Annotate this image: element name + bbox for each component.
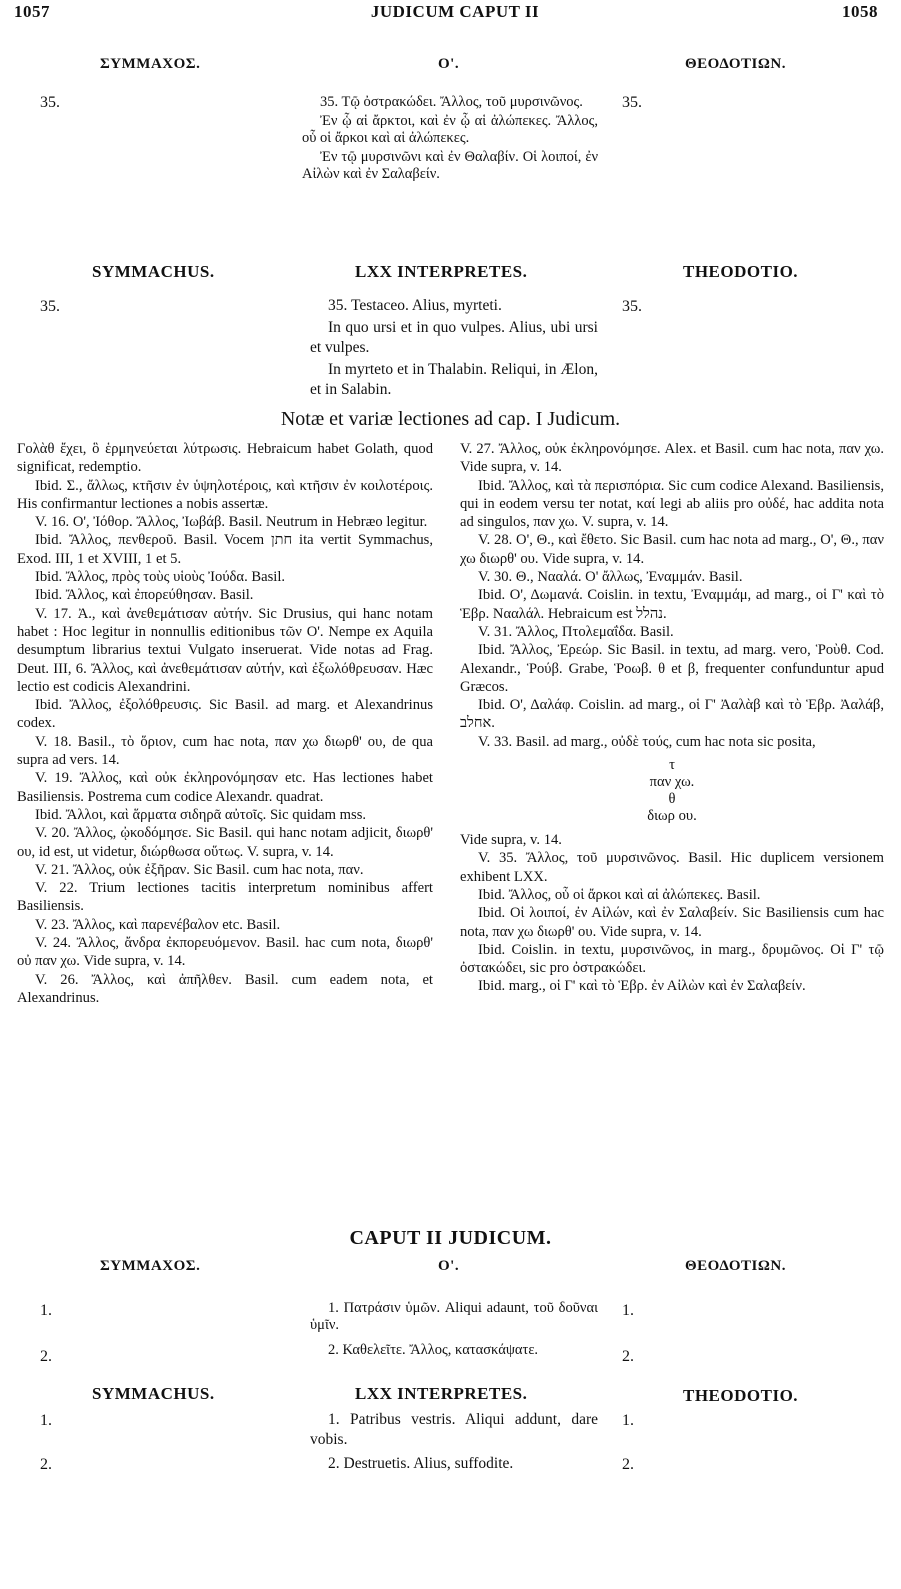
verse-num-left: 2. [40,1348,52,1365]
sigla-line: διωρ ου. [647,808,697,825]
verse-num-left: 35. [40,94,60,111]
lxx-latin-text-2 [310,1410,598,1476]
verse-num-left-latin: 35. [40,298,60,315]
note-paragraph: V. 19. Ἄλλος, καὶ οὐκ ἐκληρονόμησαν etc. Has lectiones habet Basiliensis. Postrema cum codice Alexandr. quadrat. [17,770,433,805]
lxx-latin-text [310,296,598,402]
col-head-theodotion-greek: ΘΕΟΔΟΤΙΩΝ. [685,56,786,72]
sigla-line: θ [668,791,676,808]
col-head-lxx-2: LXX INTERPRETES. [355,1384,528,1403]
sigla-line: τ [669,757,675,774]
sigla-figure [460,757,884,825]
verse-num-left-latin: 2. [40,1456,52,1473]
col-head-lxx-greek: Ο'. [438,56,460,72]
page-number-left: 1057 [14,2,50,21]
col-head-theodotio-2: THEODOTIO. [683,1386,799,1405]
lxx-latin-para: In myrteto et in Thalabin. Reliqui, in Ælon, et in Salabin. [310,361,598,398]
verse-num-right: 1. [622,1302,634,1319]
note-paragraph: Ibid. Coislin. in textu, μυρσινῶνος, in marg., δρυμῶνος. Οἱ Γ' τῷ ὀστακώδει, sic pro ὀστρακώδει. [460,941,884,977]
note-paragraph: Ibid. marg., οἱ Γ' καὶ τὸ Ἑβρ. ἐν Αἰλὼν καὶ ἐν Σαλαβείν. [478,978,806,995]
page-number-right: 1058 [842,2,878,21]
note-paragraph: Ibid. Σ., ἄλλως, κτῆσιν ἐν ὑψηλοτέροις, καὶ κτῆσιν ἐν κοιλοτέροις. His confirmantur lectiones a nobis assertæ. [17,477,433,512]
lxx-greek-para: Ἐν ᾧ αἱ ἄρκτοι, καὶ ἐν ᾧ αἱ ἀλώπεκες. Ἄλλος, οὗ οἱ ἄρκοι καὶ αἱ ἀλώπεκες. [302,113,598,146]
note-paragraph: Vide supra, v. 14. [460,832,562,849]
note-paragraph: V. 33. Basil. ad marg., οὐδὲ τούς, cum hac nota sic posita, [478,733,816,750]
note-paragraph: Ibid. Ἄλλος, καὶ τὰ περισπόρια. Sic cum codice Alexand. Basiliensis, qui in eodem versu ter notat, καί legi ab aliis pro οὐδέ, hac addita nota ad singulos, παν χω. V. supra, v. 14. [460,477,884,531]
verse-num-left: 1. [40,1302,52,1319]
lxx-greek-text-2 [310,1300,598,1361]
note-paragraph: Ibid. Ἄλλος, καὶ ἐπορεύθησαν. Basil. [35,587,254,604]
verse-num-right-latin: 35. [622,298,642,315]
lxx-greek-para: 2. Καθελεῖτε. Ἄλλος, κατασκάψατε. [328,1342,539,1358]
note-paragraph: V. 16. Ο', Ἰόθορ. Ἄλλος, Ἰωβάβ. Basil. Neutrum in Hebræo legitur. [35,514,428,531]
note-paragraph: Ibid. Ἄλλος, πενθεροῦ. Basil. Vocem חתן ita vertit Symmachus, Exod. III, 1 et XVIII, 1 et 5. [17,532,434,567]
note-paragraph: V. 35. Ἄλλος, τοῦ μυρσινῶνος. Basil. Hic duplicem versionem exhibent LXX. [460,850,884,885]
col-head-symmachus-2: SYMMACHUS. [92,1384,215,1403]
note-paragraph: V. 21. Ἄλλος, οὐκ ἐξῆραν. Sic Basil. cum hac nota, παν. [35,861,364,878]
col-head-theodotion-greek-2: ΘΕΟΔΟΤΙΩΝ. [685,1258,786,1274]
caput-title: CAPUT II JUDICUM. [349,1227,552,1249]
col-head-theodotio: THEODOTIO. [683,262,799,281]
note-paragraph: Ibid. Οἱ λοιποί, ἐν Αἰλών, καὶ ἐν Σαλαβείν. Sic Basiliensis cum hac nota, παν χω διωρθ' ου. Vide supra, v. 14. [460,905,884,940]
note-paragraph: Ibid. Ἄλλος, Ἐρεώρ. Sic Basil. in textu, ad marg. vero, Ῥοὺθ. Cod. Alexandr., Ῥούβ. Grabe, Ῥοωβ. θ et β, frequenter confunduntur apud Græcos. [460,642,884,695]
lxx-latin-para: 35. Testaceo. Alius, myrteti. [328,297,502,314]
running-title: JUDICUM CAPUT II [370,2,540,21]
sigla-line: παν χω. [649,774,695,791]
note-paragraph: V. 18. Basil., τὸ ὅριον, cum hac nota, παν χω διωρθ' ου, de qua supra ad vers. 14. [17,733,433,769]
col-head-symmachus-greek-2: ΣΥΜΜΑΧΟΣ. [100,1258,201,1274]
col-head-lxx-greek-2: Ο'. [438,1258,460,1274]
notes-right-column [460,440,884,996]
col-head-symmachus-greek: ΣΥΜΜΑΧΟΣ. [100,56,201,72]
col-head-symmachus: SYMMACHUS. [92,262,215,281]
note-paragraph: Ibid. Ο', Δαλάφ. Coislin. ad marg., οἱ Γ' Ἀαλὰβ καὶ τὸ Ἑβρ. Ἀαλάβ, אחלב. [460,697,884,732]
lxx-latin-para: 2. Destruetis. Alius, suffodite. [328,1455,514,1472]
verse-num-right: 2. [622,1348,634,1365]
note-paragraph: V. 27. Ἄλλος, οὐκ ἐκληρονόμησε. Alex. et Basil. cum hac nota, παν χω. Vide supra, v. 14. [460,441,884,476]
note-paragraph: V. 23. Ἄλλος, καὶ παρενέβαλον etc. Basil. [35,916,281,933]
lxx-greek-para: 35. Τῷ ὀστρακώδει. Ἄλλος, τοῦ μυρσινῶνος. [320,94,583,110]
lxx-greek-para: Ἐν τῷ μυρσινῶνι καὶ ἐν Θαλαβίν. Οἱ λοιποί, ἐν Αἰλὼν καὶ ἐν Σαλαβείν. [302,149,598,182]
verse-num-right-latin: 1. [622,1412,634,1429]
note-paragraph: V. 28. Ο', Θ., καὶ ἔθετο. Sic Basil. cum hac nota ad marg., Ο', Θ., παν χω διωρθ' ου. Vide supra, v. 14. [460,532,884,567]
col-head-lxx: LXX INTERPRETES. [355,262,528,281]
note-paragraph: V. 22. Trium lectiones tacitis interpretum nominibus affert Basiliensis. [17,880,433,915]
notes-title: Notæ et variæ lectiones ad cap. I Judicum. [280,408,621,430]
note-paragraph: V. 30. Θ., Νααλά. Ο' ἄλλως, Ἐναμμάν. Basil. [478,569,743,586]
note-paragraph: V. 24. Ἄλλος, ἄνδρα ἐκπορευόμενον. Basil. hac cum nota, διωρθ' οὐ παν χω. Vide supra, v. 14. [17,935,433,970]
notes-left-column [17,440,433,1007]
verse-num-right: 35. [622,94,642,111]
lxx-greek-text [302,94,598,185]
note-paragraph: Γολὰθ ἔχει, ὃ ἑρμηνεύεται λύτρωσις. Hebraicum habet Golath, quod significat, redemptio. [17,441,433,476]
verse-num-left-latin: 1. [40,1412,52,1429]
note-paragraph: Ibid. Ἄλλος, ἐξολόθρευσις. Sic Basil. ad marg. et Alexandrinus codex. [17,697,433,732]
lxx-latin-para: In quo ursi et in quo vulpes. Alius, ubi ursi et vulpes. [310,319,598,356]
verse-num-right-latin: 2. [622,1456,634,1473]
note-paragraph: V. 20. Ἄλλος, ᾠκοδόμησε. Sic Basil. qui hanc notam adjicit, διωρθ' ου, id est, ut videtur, διώρθωσα οὕτως. V. supra, v. 14. [17,825,433,860]
lxx-greek-para: 1. Πατράσιν ὑμῶν. Aliqui adaunt, τοῦ δοῦναι ὑμῖν. [310,1300,598,1333]
note-paragraph: V. 31. Ἄλλος, Πτολεμαΐδα. Basil. [478,623,674,640]
note-paragraph: Ibid. Ἄλλοι, καὶ ἅρματα σιδηρᾶ αὐτοῖς. Sic quidam mss. [35,806,367,823]
note-paragraph: V. 17. Ἀ., καὶ ἀνεθεμάτισαν αὐτήν. Sic Drusius, qui hanc notam habet : Hoc legitur in nonnullis editionibus τῶν Ο'. Nempe ex Aquila desumptum librarius textui Vulgato inseruerat. Vide notas ad Frag. Deut. III, 6. Ἄλλος, καὶ ἀνεθεμάτισαν αὐτήν, καὶ ἐξωλόθρευσαν. Hæc lectio est codicis Alexandrini. [17,605,433,695]
lxx-latin-para: 1. Patribus vestris. Aliqui addunt, dare vobis. [310,1411,598,1448]
note-paragraph: Ibid. Ο', Δωμανά. Coislin. in textu, Ἐναμμάμ, ad marg., οἱ Γ' καὶ τὸ Ἑβρ. Νααλάλ. Hebraicum est נהלל. [460,587,884,622]
note-paragraph: Ibid. Ἄλλος, οὗ οἱ ἄρκοι καὶ αἱ ἀλώπεκες. Basil. [478,886,761,903]
note-paragraph: Ibid. Ἄλλος, πρὸς τοὺς υἱοὺς Ἰούδα. Basil. [35,569,286,586]
note-paragraph: V. 26. Ἄλλος, καὶ ἀπῆλθεν. Basil. cum eadem nota, et Alexandrinus. [17,971,433,1006]
